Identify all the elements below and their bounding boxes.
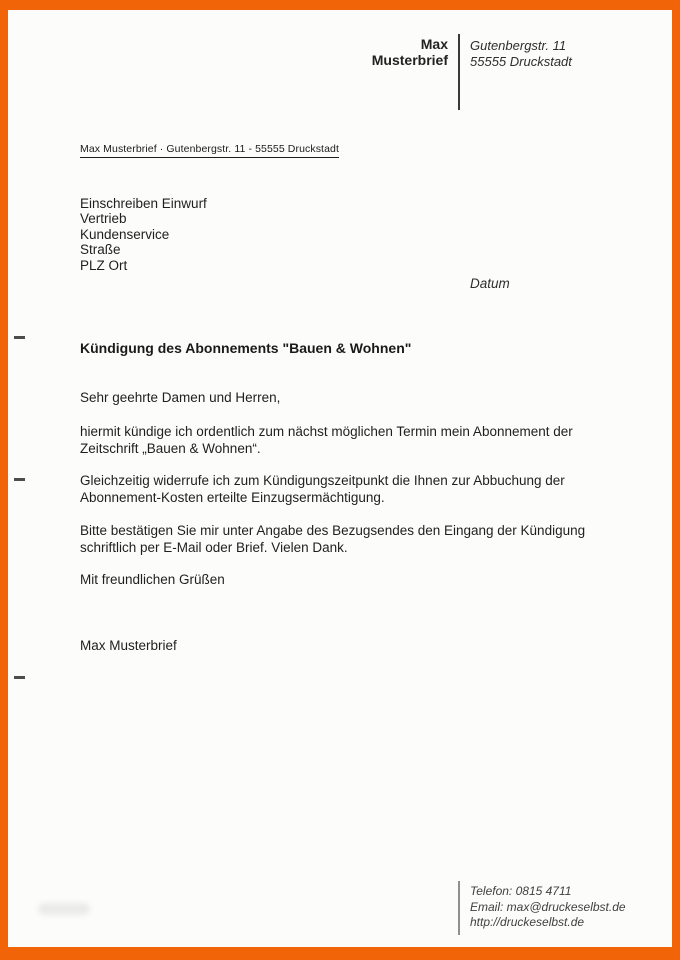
body-paragraph-1: hiermit kündige ich ordentlich zum nächst möglichen Termin mein Abonnement der Zeitschrift „Bauen & Wohnen“. xyxy=(80,424,573,456)
faint-watermark xyxy=(38,903,90,915)
subject-line: Kündigung des Abonnements "Bauen & Wohnen" xyxy=(80,340,412,356)
footer-website: http://druckeselbst.de xyxy=(470,915,585,929)
letter-paper xyxy=(8,10,672,947)
recipient-address-block xyxy=(80,196,207,273)
sender-name-line2: Musterbrief xyxy=(371,51,448,68)
salutation: Sehr geehrte Damen und Herren, xyxy=(80,390,281,405)
body-paragraph-3: Bitte bestätigen Sie mir unter Angabe des Bezugsendes den Eingang der Kündigung schriftlich per E-Mail oder Brief. Vielen Dank. xyxy=(80,523,586,555)
sender-name-line1: Max xyxy=(420,36,448,52)
sender-city: 55555 Druckstadt xyxy=(470,53,572,69)
recipient-line-street: Straße xyxy=(80,242,121,258)
footer-email: Email: max@druckeselbst.de xyxy=(470,899,626,914)
footer-divider-line xyxy=(458,881,460,935)
closing-phrase: Mit freundlichen Grüßen xyxy=(80,572,225,587)
recipient-line-department: Vertrieb xyxy=(80,211,127,227)
signature-name: Max Musterbrief xyxy=(80,638,177,653)
recipient-line-city: PLZ Ort xyxy=(80,257,128,273)
fold-mark-top xyxy=(14,336,25,339)
sender-street: Gutenbergstr. 11 xyxy=(470,38,567,53)
fold-mark-middle xyxy=(14,478,25,481)
body-paragraph-2: Gleichzeitig widerrufe ich zum Kündigungszeitpunkt die Ihnen zur Abbuchung der Abonnement-Kosten erteilte Einzugsermächtigung. xyxy=(80,473,565,505)
date-label: Datum xyxy=(470,276,510,291)
footer-phone: Telefon: 0815 4711 xyxy=(470,884,572,898)
footer-contact-block xyxy=(470,884,626,931)
sender-address xyxy=(470,38,572,69)
fold-mark-bottom xyxy=(14,676,25,679)
header-divider-line xyxy=(458,34,460,110)
recipient-line-delivery: Einschreiben Einwurf xyxy=(80,196,207,211)
recipient-line-service: Kundenservice xyxy=(80,226,170,242)
return-address-line: Max Musterbrief · Gutenbergstr. 11 - 55555 Druckstadt xyxy=(80,143,339,158)
sender-name xyxy=(208,37,448,68)
